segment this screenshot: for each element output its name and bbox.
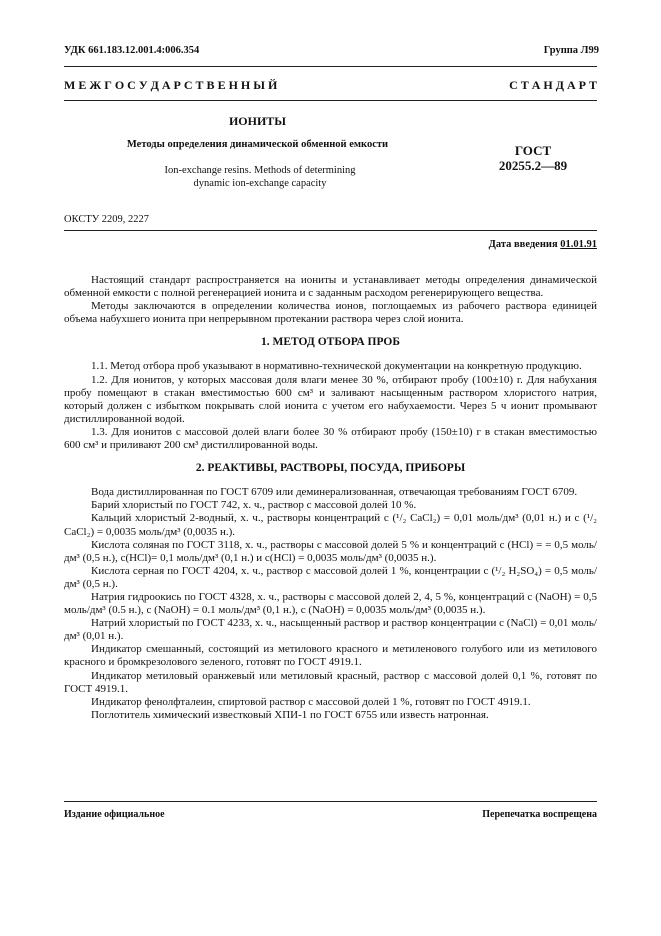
section-1-heading: 1. МЕТОД ОТБОРА ПРОБ bbox=[261, 336, 400, 349]
english-title bbox=[110, 164, 410, 190]
oksty-code: ОКСТУ 2209, 2227 bbox=[64, 214, 150, 225]
oksty-divider bbox=[64, 230, 597, 231]
banner-word-standard: С Т А Н Д А Р Т bbox=[509, 78, 597, 92]
document-title: ИОНИТЫ bbox=[228, 114, 287, 128]
section-2-paragraph: Кальций хлористый 2-водный, х. ч., растворы концентраций c (¹/₂ CaCl₂) = 0,01 моль/дм³ (0,01 н.) и c (¹/₂ CaCl₂) = 0,0035 моль/дм³ (0,0035 н.). bbox=[64, 512, 597, 538]
banner-divider bbox=[64, 100, 597, 101]
udk-code: УДК 661.183.12.001.4:006.354 bbox=[64, 45, 200, 56]
section-1-paragraph: 1.2. Для ионитов, у которых массовая доля влаги менее 30 %, отбирают пробу (100±10) г. Для набухания пробу помещают в стакан вместимостью 600 см³ и заливают насыщенным раствором хлористого натрия, который должен с избытком покрывать слой ионита с учетом его набухаемости. Через 5 ч ионит промывают дистиллированной водой. bbox=[64, 373, 597, 425]
section-2-heading: 2. РЕАКТИВЫ, РАСТВОРЫ, ПОСУДА, ПРИБОРЫ bbox=[195, 462, 466, 475]
section-2-paragraph: Индикатор смешанный, состоящий из метилового красного и метиленового голубого или из метилового красного и бромкрезолового зеленого, готовят по ГОСТ 4919.1. bbox=[64, 643, 597, 669]
document-body bbox=[64, 274, 597, 722]
section-2-paragraph: Барий хлористый по ГОСТ 742, х. ч., раствор с массовой долей 10 %. bbox=[91, 499, 417, 512]
section-1-paragraph: 1.1. Метод отбора проб указывают в нормативно-технической документации на конкретную продукцию. bbox=[91, 360, 582, 373]
reprint-prohibited-note: Перепечатка воспрещена bbox=[482, 809, 597, 820]
section-2-paragraph: Поглотитель химический известковый ХПИ-1 по ГОСТ 6755 или известь натронная. bbox=[91, 708, 489, 721]
gost-label: ГОСТ bbox=[514, 143, 552, 158]
effective-date-value: 01.01.91 bbox=[560, 239, 597, 250]
section-2-paragraph: Кислота серная по ГОСТ 4204, х. ч., раствор с массовой долей 1 %, концентрации c (¹/₂ H₂SO₄) = 0,5 моль/дм³ (0,5 н.). bbox=[64, 564, 597, 590]
section-2-paragraph: Вода дистиллированная по ГОСТ 6709 или деминерализованная, отвечающая требованиям ГОСТ 6709. bbox=[91, 486, 578, 499]
official-edition-note: Издание официальное bbox=[64, 809, 165, 820]
intro-paragraph: Настоящий стандарт распространяется на иониты и устанавливает методы определения динамической обменной емкости с полной регенерацией ионита и с заданным расходом регенерирующего вещества. bbox=[64, 274, 597, 300]
section-2-paragraph: Индикатор фенолфталеин, спиртовой раствор с массовой долей 1 %, готовят по ГОСТ 4919.1. bbox=[91, 695, 531, 708]
footer-divider bbox=[64, 801, 597, 802]
document-subtitle: Методы определения динамической обменной емкости bbox=[126, 139, 389, 150]
section-2-paragraph: Индикатор метиловый оранжевый или метиловый красный, раствор с массовой долей 0,1 %, готовят по ГОСТ 4919.1. bbox=[64, 669, 597, 695]
english-title-line-2: dynamic ion-exchange capacity bbox=[193, 178, 327, 189]
top-divider bbox=[64, 66, 597, 67]
gost-number: 20255.2—89 bbox=[498, 158, 568, 173]
effective-date bbox=[489, 239, 597, 250]
section-2-paragraph: Натрия гидроокись по ГОСТ 4328, х. ч., растворы с массовой долей 2, 4, 5 %, концентраций c (NaOH) = 0,5 моль/дм³ (0.5 н.), c (NaOH) = 0.1 моль/дм³ (0,1 н.), c (NaOH) = 0,0035 моль/дм³ (0,0035 н.). bbox=[64, 590, 597, 617]
section-1-paragraph: 1.3. Для ионитов с массовой долей влаги более 30 % отбирают пробу (150±10) г в стакан вместимостью 600 см³ и приливают 200 см³ дистиллированной воды. bbox=[64, 425, 597, 452]
section-2-paragraph: Кислота соляная по ГОСТ 3118, х. ч., растворы с массовой долей 5 % и концентраций c (HCl) = = 0,5 моль/дм³ (0,5 н.), c(HCl)= 0,1 моль/дм³ (0,1 н.) и c(HCl) = 0,0035 моль/дм³ (0,0035 н.). bbox=[64, 538, 597, 564]
english-title-line-1: Ion-exchange resins. Methods of determining bbox=[164, 165, 356, 176]
group-code: Группа Л99 bbox=[543, 45, 599, 56]
effective-date-label: Дата введения bbox=[488, 239, 558, 250]
banner-word-interstate: М Е Ж Г О С У Д А Р С Т В Е Н Н Ы Й bbox=[64, 78, 278, 92]
standard-banner bbox=[64, 78, 597, 93]
section-2-paragraph: Натрий хлористый по ГОСТ 4233, х. ч., насыщенный раствор и раствор концентрации c (NaCl) = 0,01 моль/дм³ (0,01 н.). bbox=[64, 617, 597, 643]
gost-designation bbox=[470, 143, 596, 173]
intro-paragraph: Методы заключаются в определении количества ионов, поглощаемых из рабочего раствора единицей объема набухшего ионита при непрерывном протекании раствора через слой ионита. bbox=[64, 300, 597, 326]
